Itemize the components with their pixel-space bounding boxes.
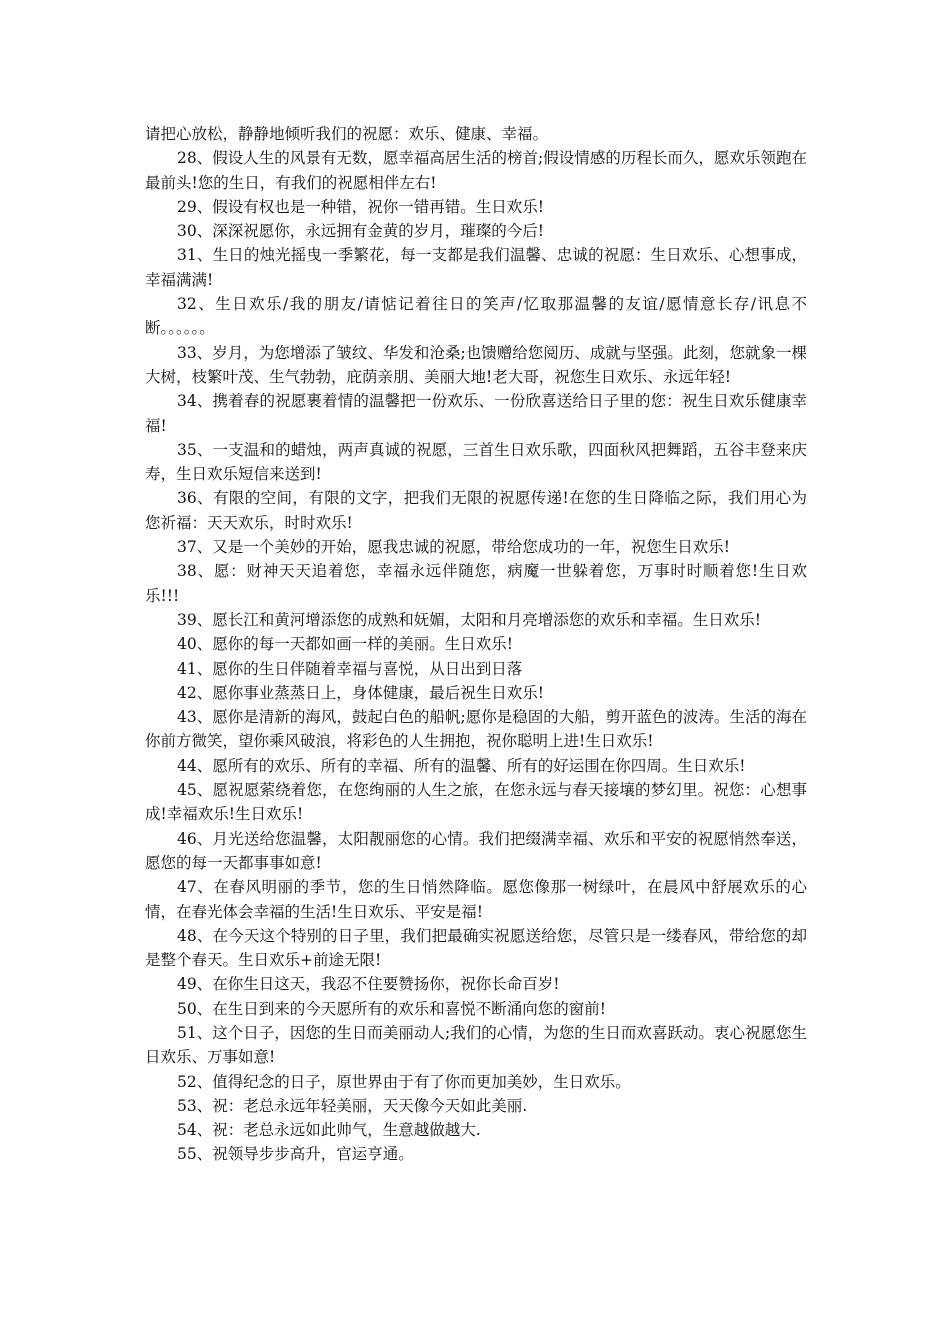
paragraph-43: 43、愿你是清新的海风，鼓起白色的船帆;愿你是稳固的大船，剪开蓝色的波涛。生活的海在你前方微笑，望你乘风破浪，将彩色的人生拥抱，祝你聪明上进!生日欢乐! [145, 708, 807, 751]
paragraph-39: 39、愿长江和黄河增添您的成熟和妩媚，太阳和月亮增添您的欢乐和幸福。生日欢乐! [177, 610, 761, 629]
paragraph-intro: 请把心放松，静静地倾听我们的祝愿：欢乐、健康、幸福。 [145, 125, 549, 143]
paragraph-48: 48、在今天这个特别的日子里，我们把最确实祝愿送给您，尽管只是一缕春风，带给您的却是整个春天。生日欢乐+前途无限! [145, 926, 807, 970]
paragraph-45: 45、愿祝愿萦绕着您，在您绚丽的人生之旅，在您永远与春天接壤的梦幻里。祝您：心想事成!幸福欢乐!生日欢乐! [145, 781, 807, 824]
paragraph-33: 33、岁月，为您增添了皱纹、华发和沧桑;也馈赠给您阅历、成就与坚强。此刻，您就象一棵大树，枝繁叶茂、生气勃勃，庇荫亲朋、美丽大地!老大哥，祝您生日欢乐、永远年轻! [145, 343, 807, 386]
paragraph-51: 51、这个日子，因您的生日而美丽动人;我们的心情，为您的生日而欢喜跃动。衷心祝愿您生日欢乐、万事如意! [145, 1023, 807, 1067]
paragraph-37: 37、又是一个美妙的开始，愿我忠诚的祝愿，带给您成功的一年，祝您生日欢乐! [177, 538, 730, 557]
paragraph-36: 36、有限的空间，有限的文字，把我们无限的祝愿传递!在您的生日降临之际，我们用心为您祈福：天天欢乐，时时欢乐! [145, 489, 807, 532]
paragraph-40: 40、愿你的每一天都如画一样的美丽。生日欢乐! [177, 635, 513, 654]
paragraph-42: 42、愿你事业蒸蒸日上，身体健康，最后祝生日欢乐! [177, 683, 544, 702]
paragraph-41: 41、愿你的生日伴随着幸福与喜悦，从日出到日落 [177, 659, 523, 678]
paragraph-35: 35、一支温和的蜡烛，两声真诚的祝愿，三首生日欢乐歌，四面秋风把舞蹈，五谷丰登来庆寿，生日欢乐短信来送到! [145, 440, 807, 484]
paragraph-44: 44、愿所有的欢乐、所有的幸福、所有的温馨、所有的好运围在你四周。生日欢乐! [177, 756, 746, 775]
paragraph-50: 50、在生日到来的今天愿所有的欢乐和喜悦不断涌向您的窗前! [177, 999, 606, 1018]
paragraph-55: 55、祝领导步步高升，官运亨通。 [177, 1145, 414, 1164]
paragraph-52: 52、值得纪念的日子，原世界由于有了你而更加美妙，生日欢乐。 [177, 1072, 631, 1091]
paragraph-28: 28、假设人生的风景有无数，愿幸福高居生活的榜首;假设情感的历程长而久，愿欢乐领跑在最前头!您的生日，有我们的祝愿相伴左右! [145, 149, 807, 192]
paragraph-49: 49、在你生日这天，我忍不住要赞扬你，祝你长命百岁! [177, 975, 560, 994]
paragraph-30: 30、深深祝愿你，永远拥有金黄的岁月，璀璨的今后! [177, 222, 544, 241]
paragraph-54: 54、祝：老总永远如此帅气，生意越做越大. [177, 1121, 481, 1140]
paragraph-29: 29、假设有权也是一种错，祝你一错再错。生日欢乐! [177, 197, 544, 216]
paragraph-53: 53、祝：老总永远年轻美丽，天天像今天如此美丽. [177, 1096, 528, 1115]
paragraph-31: 31、生日的烛光摇曳一季繁花，每一支都是我们温馨、忠诚的祝愿：生日欢乐、心想事成，幸福满满! [145, 246, 807, 289]
paragraph-38: 38、愿：财神天天追着您，幸福永远伴随您，病魔一世躲着您，万事时时顺着您!生日欢乐!!! [145, 562, 807, 605]
document-body [145, 122, 807, 1167]
paragraph-46: 46、月光送给您温馨，太阳靓丽您的心情。我们把缀满幸福、欢乐和平安的祝愿悄然奉送，愿您的每一天都事事如意! [145, 829, 807, 872]
paragraph-32: 32、生日欢乐/我的朋友/请惦记着往日的笑声/忆取那温馨的友谊/愿情意长存/讯息不断。。。。。。 [145, 295, 807, 338]
paragraph-34: 34、携着春的祝愿裹着情的温馨把一份欢乐、一份欣喜送给日子里的您：祝生日欢乐健康幸福! [145, 392, 807, 435]
paragraph-47: 47、在春风明丽的季节，您的生日悄然降临。愿您像那一树绿叶，在晨风中舒展欢乐的心情，在春光体会幸福的生活!生日欢乐、平安是福! [145, 878, 807, 921]
